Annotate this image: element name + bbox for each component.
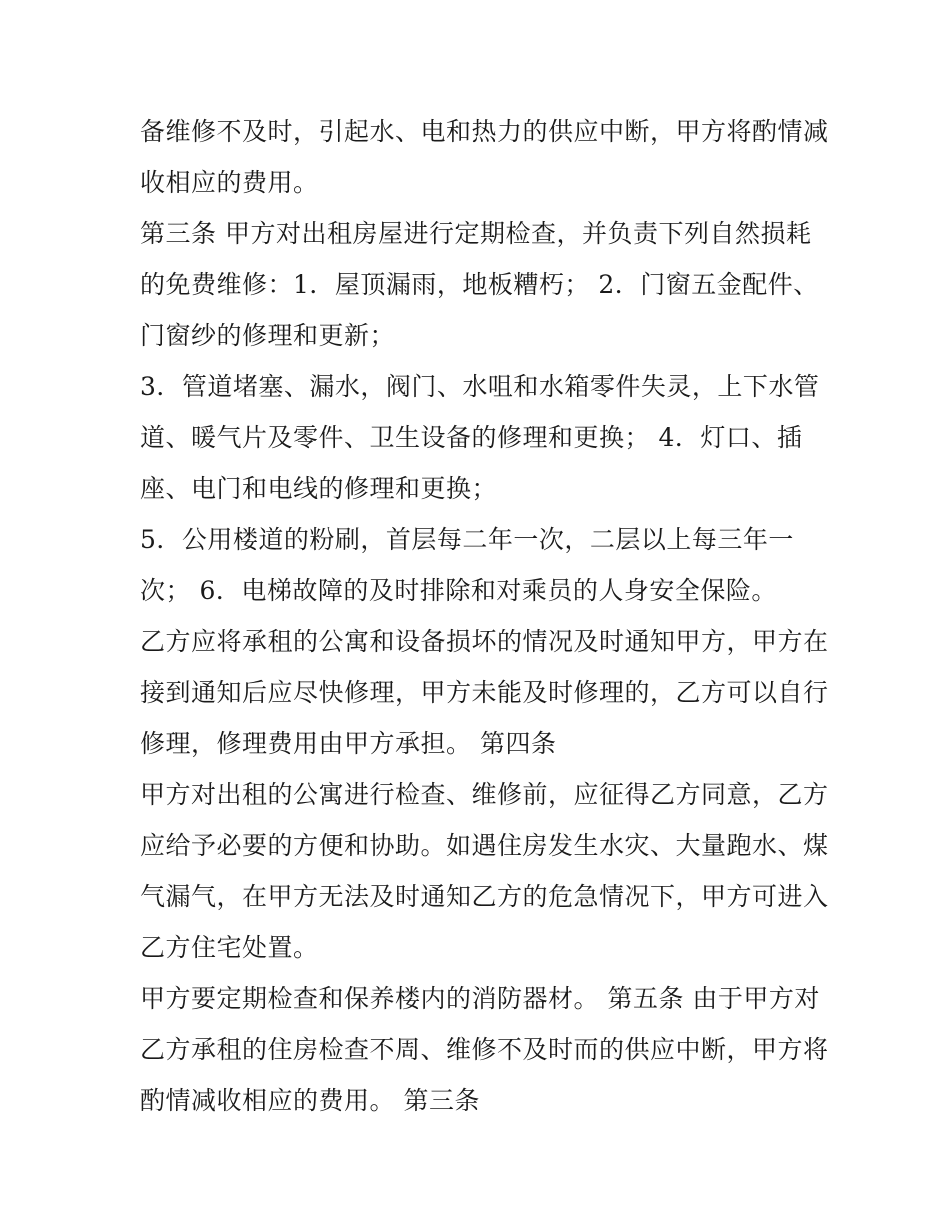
text-line: 的免费维修：1．屋顶漏雨，地板糟朽； 2．门窗五金配件、 [140, 270, 819, 299]
text-line: 甲方对出租的公寓进行检查、维修前，应征得乙方同意，乙方 [140, 780, 829, 809]
document-body [140, 106, 830, 1126]
text-line: 第三条 甲方对出租房屋进行定期检查，并负责下列自然损耗 [140, 219, 812, 248]
text-line: 应给予必要的方便和协助。如遇住房发生水灾、大量跑水、煤 [140, 831, 829, 860]
text-line: 乙方住宅处置。 [140, 933, 319, 962]
text-line: 乙方承租的住房检查不周、维修不及时而的供应中断，甲方将 [140, 1035, 829, 1064]
text-line: 乙方应将承租的公寓和设备损坏的情况及时通知甲方，甲方在 [140, 627, 829, 656]
text-line: 酌情减收相应的费用。 第三条 [140, 1086, 480, 1115]
text-line: 备维修不及时，引起水、电和热力的供应中断，甲方将酌情减 [140, 117, 829, 146]
text-line: 3．管道堵塞、漏水，阀门、水咀和水箱零件失灵，上下水管 [140, 372, 820, 401]
text-line: 收相应的费用。 [140, 168, 319, 197]
text-line: 修理，修理费用由甲方承担。 第四条 [140, 729, 557, 758]
text-line: 甲方要定期检查和保养楼内的消防器材。 第五条 由于甲方对 [140, 984, 820, 1013]
text-line: 门窗纱的修理和更新； [140, 321, 396, 350]
text-line: 接到通知后应尽快修理，甲方未能及时修理的，乙方可以自行 [140, 678, 829, 707]
text-line: 次； 6．电梯故障的及时排除和对乘员的人身安全保险。 [140, 576, 777, 605]
text-line: 道、暖气片及零件、卫生设备的修理和更换； 4．灯口、插 [140, 423, 803, 452]
text-line: 气漏气，在甲方无法及时通知乙方的危急情况下，甲方可进入 [140, 882, 829, 911]
text-line: 座、电门和电线的修理和更换； [140, 474, 498, 503]
text-line: 5．公用楼道的粉刷，首层每二年一次，二层以上每三年一 [140, 525, 794, 554]
